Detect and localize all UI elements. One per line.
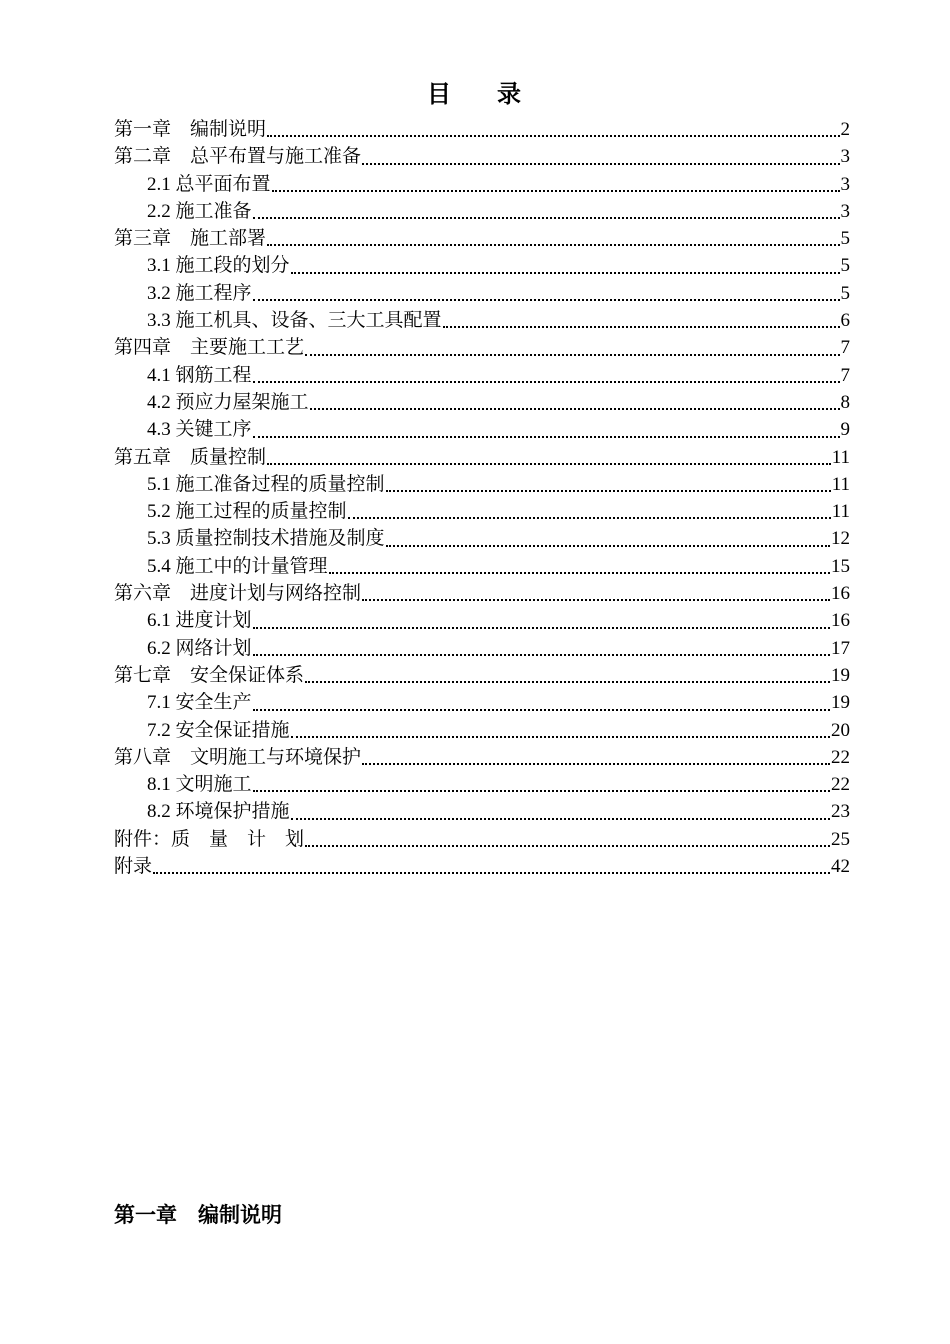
toc-entry-label: 4.2 预应力屋架施工 (147, 391, 309, 413)
toc-entry-chapter[interactable] (114, 225, 850, 252)
toc-entry-section[interactable] (114, 689, 850, 716)
toc-entry-section[interactable] (114, 717, 850, 744)
toc-entry-page: 7 (840, 364, 850, 386)
toc-entry-page: 8 (840, 391, 850, 413)
toc-entry-page: 19 (831, 692, 850, 714)
toc-entry-section[interactable] (114, 771, 850, 798)
toc-entry-page: 11 (831, 501, 850, 523)
toc-entry-label: 5.4 施工中的计量管理 (147, 555, 328, 577)
toc-dot-leader (362, 595, 830, 601)
toc-entry-label: 5.3 质量控制技术措施及制度 (147, 528, 385, 550)
toc-entry-label: 7.1 安全生产 (147, 692, 252, 714)
toc-entry-label: 第六章 进度计划与网络控制 (114, 583, 362, 605)
toc-dot-leader (253, 213, 840, 219)
toc-entry-label: 3.1 施工段的划分 (147, 255, 290, 277)
toc-entry-label: 8.1 文明施工 (147, 774, 252, 796)
toc-entry-chapter[interactable] (114, 334, 850, 361)
toc-entry-section[interactable] (114, 635, 850, 662)
toc-dot-leader (253, 432, 840, 438)
toc-entry-section[interactable] (114, 280, 850, 307)
toc-entry-page: 22 (831, 746, 850, 768)
toc-entry-chapter[interactable] (114, 143, 850, 170)
toc-dot-leader (305, 841, 830, 847)
toc-entry-label: 5.1 施工准备过程的质量控制 (147, 473, 385, 495)
toc-entry-label: 2.2 施工准备 (147, 200, 252, 222)
toc-entry-label: 6.1 进度计划 (147, 610, 252, 632)
toc-dot-leader (310, 404, 840, 410)
toc-entry-page: 20 (831, 719, 850, 741)
toc-dot-leader (153, 868, 830, 874)
toc-dot-leader (272, 186, 840, 192)
toc-dot-leader (267, 240, 839, 246)
toc-entry-label: 第八章 文明施工与环境保护 (114, 746, 362, 768)
toc-entry-page: 15 (831, 555, 850, 577)
toc-entry-chapter[interactable] (114, 116, 850, 143)
toc-dot-leader (291, 268, 840, 274)
toc-entry-page: 16 (831, 583, 850, 605)
toc-title (0, 74, 950, 114)
toc-entry-label: 2.1 总平面布置 (147, 173, 271, 195)
toc-dot-leader (253, 377, 840, 383)
toc-entry-label: 附件：质 量 计 划 (114, 828, 305, 850)
toc-entry-page: 25 (831, 828, 850, 850)
toc-dot-leader (253, 623, 830, 629)
toc-entry-section[interactable] (114, 307, 850, 334)
toc-dot-leader (362, 159, 839, 165)
toc-dot-leader (253, 650, 830, 656)
toc-entry-label: 7.2 安全保证措施 (147, 719, 290, 741)
toc-entry-section[interactable] (114, 498, 850, 525)
toc-entry-chapter[interactable] (114, 744, 850, 771)
toc-entry-label: 第五章 质量控制 (114, 446, 267, 468)
toc-entry-page: 11 (831, 446, 850, 468)
toc-entry-page: 16 (831, 610, 850, 632)
toc-entry-label: 第七章 安全保证体系 (114, 664, 305, 686)
toc-entry-label: 4.3 关键工序 (147, 419, 252, 441)
toc-dot-leader (291, 814, 830, 820)
toc-dot-leader (386, 541, 830, 547)
toc-entry-chapter[interactable] (114, 444, 850, 471)
chapter-heading: 第一章 编制说明 (114, 1203, 282, 1227)
toc-dot-leader (253, 786, 830, 792)
toc-entry-section[interactable] (114, 171, 850, 198)
toc-dot-leader (253, 295, 840, 301)
toc-entry-page: 19 (831, 664, 850, 686)
toc-entry-page: 11 (831, 473, 850, 495)
toc-entry-page: 17 (831, 637, 850, 659)
toc-dot-leader (329, 568, 830, 574)
toc-entry-page: 5 (840, 255, 850, 277)
toc-entry-section[interactable] (114, 252, 850, 279)
toc-entry-page: 5 (840, 282, 850, 304)
toc-entry-chapter[interactable] (114, 580, 850, 607)
toc-dot-leader (267, 459, 831, 465)
toc-entry-page: 42 (831, 856, 850, 878)
toc-dot-leader (348, 513, 831, 519)
toc-entry-page: 3 (840, 200, 850, 222)
toc-entry-label: 6.2 网络计划 (147, 637, 252, 659)
toc-entry-section[interactable] (114, 198, 850, 225)
toc-entry-chapter[interactable] (114, 662, 850, 689)
toc-entry-label: 4.1 钢筋工程 (147, 364, 252, 386)
toc-entry-chapter[interactable] (114, 826, 850, 853)
toc-entry-label: 附录 (114, 856, 153, 878)
toc-entry-page: 2 (840, 119, 850, 140)
toc-entry-label: 3.2 施工程序 (147, 282, 252, 304)
toc-title-left: 目 (427, 80, 453, 108)
toc-entry-label: 5.2 施工过程的质量控制 (147, 501, 347, 523)
table-of-contents (114, 116, 850, 880)
toc-entry-section[interactable] (114, 471, 850, 498)
toc-entry-label: 8.2 环境保护措施 (147, 801, 290, 823)
toc-title-right: 录 (497, 80, 523, 108)
toc-entry-page: 6 (840, 310, 850, 332)
toc-entry-label: 第四章 主要施工工艺 (114, 337, 305, 359)
toc-entry-page: 3 (840, 146, 850, 168)
toc-entry-page: 9 (840, 419, 850, 441)
toc-dot-leader (253, 705, 830, 711)
toc-entry-page: 7 (840, 337, 850, 359)
toc-entry-label: 第二章 总平布置与施工准备 (114, 146, 362, 168)
toc-entry-page: 22 (831, 774, 850, 796)
toc-entry-page: 23 (831, 801, 850, 823)
toc-entry-section[interactable] (114, 362, 850, 389)
toc-entry-label: 第一章 编制说明 (114, 119, 267, 140)
toc-dot-leader (443, 322, 840, 328)
toc-entry-section[interactable] (114, 389, 850, 416)
toc-entry-section[interactable] (114, 525, 850, 552)
toc-entry-label: 第三章 施工部署 (114, 228, 267, 250)
toc-entry-page: 12 (831, 528, 850, 550)
toc-entry-section[interactable] (114, 553, 850, 580)
toc-entry-label: 3.3 施工机具、设备、三大工具配置 (147, 310, 442, 332)
toc-entry-page: 3 (840, 173, 850, 195)
toc-dot-leader (305, 350, 839, 356)
toc-entry-page: 5 (840, 228, 850, 250)
toc-entry-chapter[interactable] (114, 853, 850, 880)
toc-entry-section[interactable] (114, 416, 850, 443)
toc-dot-leader (291, 732, 830, 738)
toc-entry-section[interactable] (114, 798, 850, 825)
toc-dot-leader (386, 486, 831, 492)
toc-dot-leader (305, 677, 830, 683)
toc-dot-leader (362, 759, 830, 765)
toc-entry-section[interactable] (114, 607, 850, 634)
toc-dot-leader (267, 131, 839, 137)
